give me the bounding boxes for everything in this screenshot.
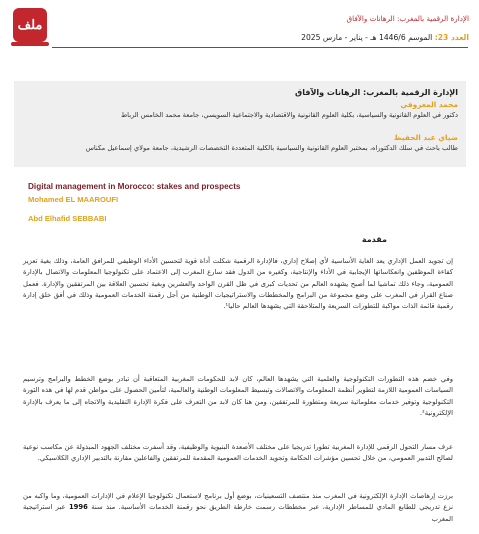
paragraph-4-year: 1996 <box>68 503 88 512</box>
paragraph-4-start: برزت إرهاصات الإدارة الإلكترونية في المغرب منذ منتصف التسعينيات، بوضع أول برنامج لاستعمال تكنولوجيا الإعلام في الإدارات العمومية، وما واكبه من نزع تدريجي للطابع المادي للمساطر الإدارية، عبر مخططات رسمت خارطة الطريق نحو رقمنة الخدمات الأساسية. منذ سنة <box>23 492 453 512</box>
arabic-title: الإدارة الرقمية بالمغرب: الرهانات والآفاق <box>295 88 458 97</box>
paragraph-4 <box>23 491 453 525</box>
page-header <box>0 0 479 54</box>
paragraph-4-end: عبر استراتيجية المغرب <box>23 503 453 523</box>
paragraph-1: إن تجويد العمل الإداري يعد الغاية الأساسية لأي إصلاح إداري، فالإدارة الرقمية شكلت أداة قوية لتحسين الأداء الوظيفي للمرافق العامة، وذلك بغية تعزيز كفاءة الموظفين وانعكاساتها الإيجابية في الأداء والإنتاجية، وكغيره من الدول فقد سارع المغرب إلى الاعتماد على تكنولوجيا المعلومات والاتصال بالإدارة العمومية، وجاء ذلك تماشيا لما أصبح يشهده العالم من تحديات كبرى في ظل القرن الواحد والعشرين وبغية تحسين العلاقة بين المرتفقين والإدارة. فعمل صناع القرار في المغرب على وضع مجموعة من البرامج والمخططات والاستراتيجيات الوطنية من أجل رقمنة الخدمات العمومية وذلك في أفق خلق إدارة رقمية قائمة الذات مواكبة للتطورات السريعة والمتلاحقة التي يشهدها العالم حاليا¹. <box>23 257 453 311</box>
article-meta-box <box>14 81 466 167</box>
english-title: Digital management in Morocco: stakes and prospects <box>28 182 241 191</box>
author-1-affiliation: دكتور في العلوم القانونية والسياسية، بكلية العلوم القانونية والاقتصادية والاجتماعية السويسي، جامعة محمد الخامس الرباط <box>120 111 458 119</box>
english-author-1: Mohamed EL MAAROUFI <box>28 195 119 204</box>
journal-logo <box>13 8 47 42</box>
issue-label: العدد 23: <box>434 33 469 42</box>
header-rule <box>52 47 468 48</box>
running-title: الإدارة الرقمية بالمغرب: الرهانات والآفاق <box>346 14 469 23</box>
author-2-name: ضياي عبد الحفيظ <box>393 133 458 142</box>
paragraph-3: عرف مسار التحول الرقمي للإدارة المغربية تطورا تدريجيا على مختلف الأصعدة البنيوية والوظيفية، وقد أسفرت مختلف الجهود المبذولة عن مكاسب نوعية لصالح التدبير العمومي، من خلال تحسين مؤشرات الحكامة وتجويد الخدمات العمومية المقدمة للمرتفقين والفاعلين مقارنة بالتدبير الإداري الكلاسيكي. <box>23 443 453 463</box>
logo-text: ملف <box>17 17 43 33</box>
paragraph-2: وفي خضم هذه التطورات التكنولوجية والعلمية التي يشهدها العالم، كان لابد للحكومات المغربية المتعاقبة أن تبادر بوضع الخطط والبرامج وترسيم السياسات العمومية اللازمة لتطوير أنظمة المعلومات والاتصالات وتبسيط المعلومات الوطنية والعالمية، لتأمين الحصول على مواطن قدم لها في هذه الثورة التكنولوجية وتوفير خدمات معلوماتية سريعة ومتطورة للمرتفقين، ومن هنا كان لابد من التعرف على فكرة الإدارة التقليدية والاتجاه إلى ما يعرف بالإدارة الإلكترونية². <box>23 375 453 417</box>
author-2-affiliation: طالب باحث في سلك الدكتوراه، بمختبر العلوم القانونية والسياسية بالكلية المتعددة التخصصات الرشيدية، جامعة مولاي إسماعيل مكناس <box>85 144 458 152</box>
english-author-2: Abd Elhafid SEBBABI <box>28 214 107 223</box>
author-1-name: محمد المعروفي <box>400 100 458 109</box>
logo-band <box>11 42 49 46</box>
section-heading: مقدمة <box>361 235 387 244</box>
issue-line <box>69 33 469 42</box>
issue-date: الموسم 1446/6 هـ - يناير - مارس 2025 <box>301 33 433 42</box>
